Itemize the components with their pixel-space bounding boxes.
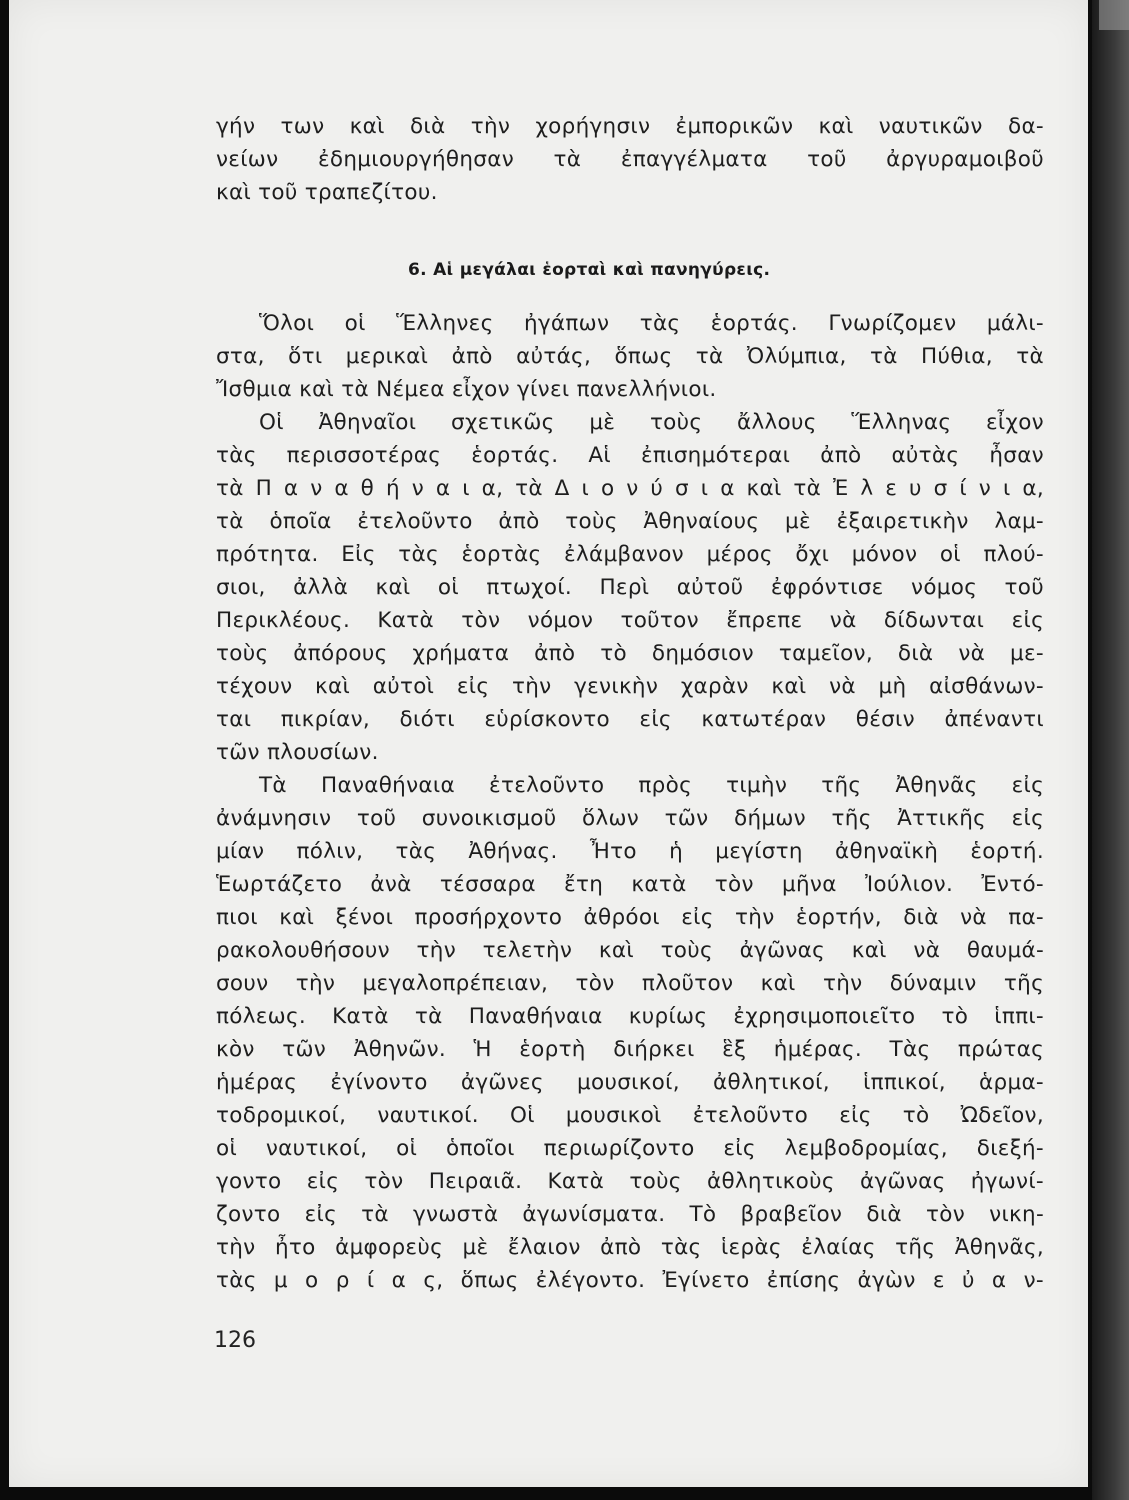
text-line: τὰ ὁποῖα ἐτελοῦντο ἀπὸ τοὺς Ἀθηναίους μὲ ἐξαιρετικὴν λαμ-: [216, 509, 1044, 534]
text-line: γήν των καὶ διὰ τὴν χορήγησιν ἐμπορικῶν καὶ ναυτικῶν δα-: [216, 114, 1044, 139]
text-line: κὸν τῶν Ἀθηνῶν. Ἡ ἑορτὴ διήρκει ἓξ ἡμέρας. Τὰς πρώτας: [216, 1037, 1044, 1062]
text-line: στα, ὅτι μερικαὶ ἀπὸ αὐτάς, ὅπως τὰ Ὀλύμπια, τὰ Πύθια, τὰ: [216, 344, 1044, 369]
text-line: τῶν πλουσίων.: [216, 740, 379, 765]
scan-corner-mark: [1099, 0, 1129, 30]
text-line: καὶ τοῦ τραπεζίτου.: [216, 180, 438, 205]
text-line: μίαν πόλιν, τὰς Ἀθήνας. Ἦτο ἡ μεγίστη ἀθηναϊκὴ ἑορτή.: [216, 839, 1044, 864]
text-line: ζοντο εἰς τὰ γνωστὰ ἀγωνίσματα. Τὸ βραβεῖον διὰ τὸν νικη-: [216, 1202, 1044, 1227]
text-line: ἀνάμνησιν τοῦ συνοικισμοῦ ὅλων τῶν δήμων τῆς Ἀττικῆς εἰς: [216, 806, 1044, 831]
page-edge-shadow: [1092, 0, 1129, 1500]
text-line: Ὅλοι οἱ Ἕλληνες ἠγάπων τὰς ἑορτάς. Γνωρίζομεν μάλι-: [259, 311, 1044, 336]
text-line: νείων ἐδημιουργήθησαν τὰ ἐπαγγέλματα τοῦ ἀργυραμοιβοῦ: [216, 147, 1044, 172]
page-body-text: [216, 110, 1044, 1297]
text-line: πόλεως. Κατὰ τὰ Παναθήναια κυρίως ἐχρησιμοποιεῖτο τὸ ἱππι-: [216, 1004, 1044, 1029]
text-line: Οἱ Ἀθηναῖοι σχετικῶς μὲ τοὺς ἄλλους Ἕλληνας εἶχον: [259, 410, 1044, 435]
text-line: τὰς μ ο ρ ί α ς, ὅπως ἐλέγοντο. Ἐγίνετο ἐπίσης ἀγὼν ε ὐ α ν-: [216, 1268, 1044, 1293]
section-heading: 6. Αἱ μεγάλαι ἑορταὶ καὶ πανηγύρεις.: [408, 260, 771, 280]
text-line: τέχουν καὶ αὐτοὶ εἰς τὴν γενικὴν χαρὰν καὶ νὰ μὴ αἰσθάνων-: [216, 674, 1044, 699]
text-line: πιοι καὶ ξένοι προσήρχοντο ἀθρόοι εἰς τὴν ἑορτήν, διὰ νὰ πα-: [216, 905, 1044, 930]
text-line: ρακολουθήσουν τὴν τελετὴν καὶ τοὺς ἀγῶνας καὶ νὰ θαυμά-: [216, 938, 1044, 963]
text-line: τοδρομικοί, ναυτικοί. Οἱ μουσικοὶ ἐτελοῦντο εἰς τὸ Ὠδεῖον,: [216, 1103, 1044, 1128]
text-line: Ἑωρτάζετο ἀνὰ τέσσαρα ἔτη κατὰ τὸν μῆνα Ἰούλιον. Ἐντό-: [216, 872, 1044, 897]
text-line: τοὺς ἀπόρους χρήματα ἀπὸ τὸ δημόσιον ταμεῖον, διὰ νὰ με-: [216, 641, 1044, 666]
text-line: τὰ Π α ν α θ ή ν α ι α, τὰ Δ ι ο ν ύ σ ι α καὶ τὰ Ἐ λ ε υ σ ί ν ι α,: [216, 476, 1044, 501]
text-line: πρότητα. Εἰς τὰς ἑορτὰς ἐλάμβανον μέρος ὄχι μόνον οἱ πλού-: [216, 542, 1044, 567]
text-line: ται πικρίαν, διότι εὑρίσκοντο εἰς κατωτέραν θέσιν ἀπέναντι: [216, 707, 1044, 732]
text-line: ἡμέρας ἐγίνοντο ἀγῶνες μουσικοί, ἀθλητικοί, ἱππικοί, ἁρμα-: [216, 1070, 1044, 1095]
text-line: οἱ ναυτικοί, οἱ ὁποῖοι περιωρίζοντο εἰς λεμβοδρομίας, διεξή-: [216, 1136, 1044, 1161]
page-number: 126: [214, 1328, 256, 1353]
text-line: γοντο εἰς τὸν Πειραιᾶ. Κατὰ τοὺς ἀθλητικοὺς ἀγῶνας ἠγωνί-: [216, 1169, 1044, 1194]
text-line: Ἴσθμια καὶ τὰ Νέμεα εἶχον γίνει πανελλήνιοι.: [216, 377, 717, 402]
text-line: Τὰ Παναθήναια ἐτελοῦντο πρὸς τιμὴν τῆς Ἀθηνᾶς εἰς: [259, 773, 1044, 798]
text-line: σιοι, ἀλλὰ καὶ οἱ πτωχοί. Περὶ αὐτοῦ ἐφρόντισε νόμος τοῦ: [216, 575, 1044, 600]
text-line: Περικλέους. Κατὰ τὸν νόμον τοῦτον ἔπρεπε νὰ δίδωνται εἰς: [216, 608, 1044, 633]
text-line: τὰς περισσοτέρας ἑορτάς. Αἱ ἐπισημότεραι ἀπὸ αὐτὰς ἦσαν: [216, 443, 1044, 468]
text-line: τὴν ἦτο ἀμφορεὺς μὲ ἔλαιον ἀπὸ τὰς ἱερὰς ἐλαίας τῆς Ἀθηνᾶς,: [216, 1235, 1044, 1260]
text-line: σουν τὴν μεγαλοπρέπειαν, τὸν πλοῦτον καὶ τὴν δύναμιν τῆς: [216, 971, 1044, 996]
